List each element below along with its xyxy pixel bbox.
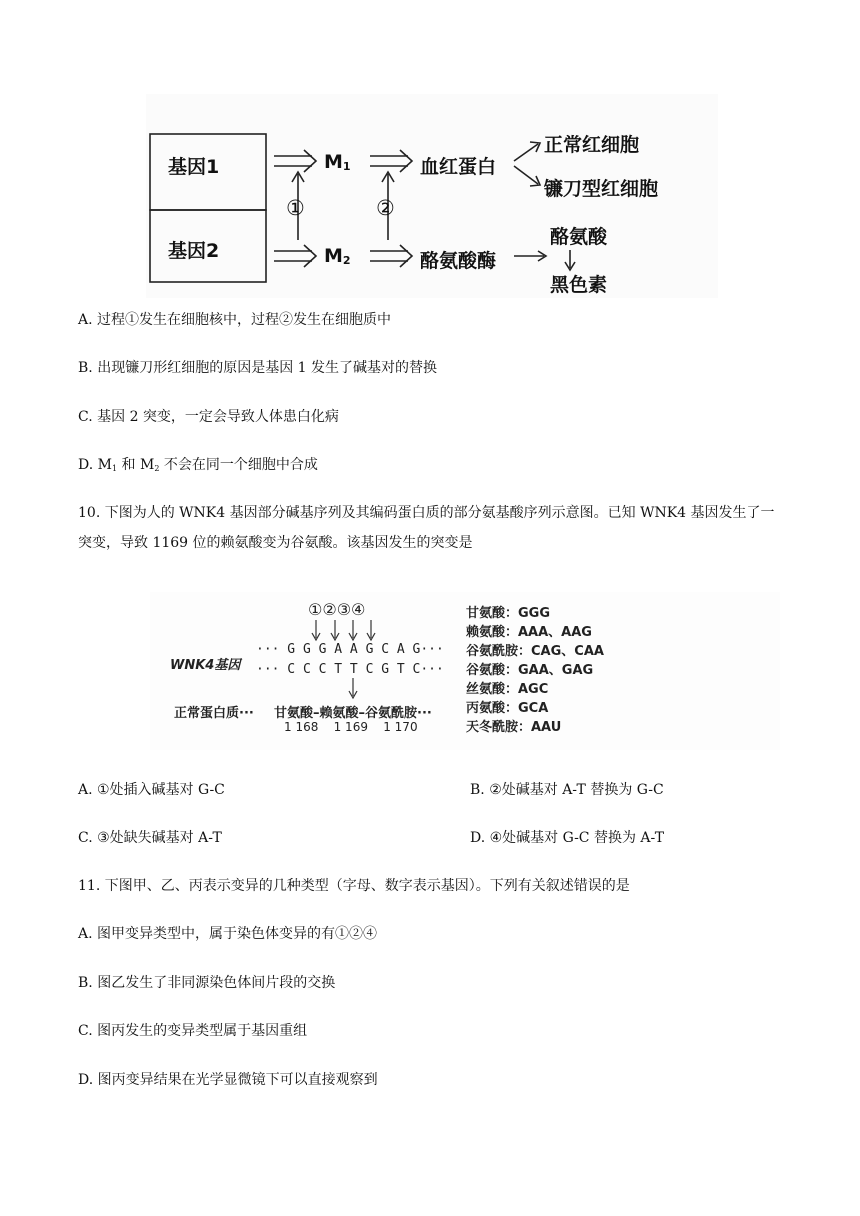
mutation-site-markers: ①②③④ xyxy=(308,600,366,619)
gene-expression-diagram xyxy=(146,94,718,298)
codon-row: 丙氨酸：GCA xyxy=(466,701,549,716)
q11-stem: 11. 下图甲、乙、丙表示变异的几种类型（字母、数字表示基因）。下列有关叙述错误的是 xyxy=(78,878,630,894)
codon-row: 谷氨酸：GAA、GAG xyxy=(466,663,594,678)
codon-table xyxy=(466,604,604,737)
q9-option-c: C. 基因 2 突变，一定会导致人体患白化病 xyxy=(78,409,339,425)
codon-row: 天冬酰胺：AAU xyxy=(466,720,562,735)
hemoglobin-label: 血红蛋白 xyxy=(420,156,497,178)
q11-option-b: B. 图乙发生了非同源染色体间片段的交换 xyxy=(78,975,336,991)
sickle-rbc-label: 镰刀型红细胞 xyxy=(544,178,659,200)
step2-marker: ② xyxy=(376,196,395,220)
q11-option-c: C. 图丙发生的变异类型属于基因重组 xyxy=(78,1023,308,1039)
residue-positions: 1 168 1 169 1 170 xyxy=(284,720,418,734)
normal-rbc-label: 正常红细胞 xyxy=(544,134,640,156)
dna-bottom-strand: ··· C C C T T C G T C··· xyxy=(256,662,444,677)
q10-option-a: A. ①处插入碱基对 G-C xyxy=(78,782,225,798)
gene1-label: 基因1 xyxy=(168,156,220,178)
codon-row: 甘氨酸：GGG xyxy=(466,606,551,621)
q10-stem: 10. 下图为人的 WNK4 基因部分碱基序列及其编码蛋白质的部分氨基酸序列示意图。已知 WNK4 基因发生了一突变，导致 1169 位的赖氨酸变为谷氨酸。该基因发生的突变是 xyxy=(78,505,775,551)
wnk4-figure-lines xyxy=(150,592,780,750)
wnk4-sequence-figure xyxy=(150,592,780,750)
codon-row: 谷氨酰胺：CAG、CAA xyxy=(466,644,604,659)
wnk4-gene-label: WNK4基因 xyxy=(170,658,241,673)
q10-option-d: D. ④处碱基对 G-C 替换为 A-T xyxy=(470,830,665,846)
q9-option-d: D. $M_1$ 和 $M_2$ 不会在同一个细胞中合成 xyxy=(78,457,318,473)
q9-option-b: B. 出现镰刀形红细胞的原因是基因 1 发生了碱基对的替换 xyxy=(78,360,437,376)
q11-option-d: D. 图丙变异结果在光学显微镜下可以直接观察到 xyxy=(78,1072,378,1088)
melanin-label: 黑色素 xyxy=(550,274,608,296)
m1-label: $M_1$ xyxy=(324,151,351,173)
normal-protein-label: 正常蛋白质··· xyxy=(174,706,254,721)
amino-acid-sequence: 甘氨酸–赖氨酸–谷氨酰胺··· xyxy=(274,706,432,721)
q10-option-c: C. ③处缺失碱基对 A-T xyxy=(78,830,222,846)
tyrosine-label: 酪氨酸 xyxy=(550,226,608,248)
codon-row: 丝氨酸：AGC xyxy=(466,682,549,697)
q11-option-a: A. 图甲变异类型中，属于染色体变异的有①②④ xyxy=(78,926,378,942)
tyrosinase-label: 酪氨酸酶 xyxy=(420,250,497,272)
step1-marker: ① xyxy=(286,196,305,220)
codon-row: 赖氨酸：AAA、AAG xyxy=(466,625,592,640)
dna-top-strand: ··· G G G A A G C A G··· xyxy=(256,642,444,657)
q9-option-a: A. 过程①发生在细胞核中，过程②发生在细胞质中 xyxy=(78,312,392,328)
q10-option-b: B. ②处碱基对 A-T 替换为 G-C xyxy=(470,782,664,798)
gene2-label: 基因2 xyxy=(168,240,220,262)
m2-label: $M_2$ xyxy=(324,245,351,267)
